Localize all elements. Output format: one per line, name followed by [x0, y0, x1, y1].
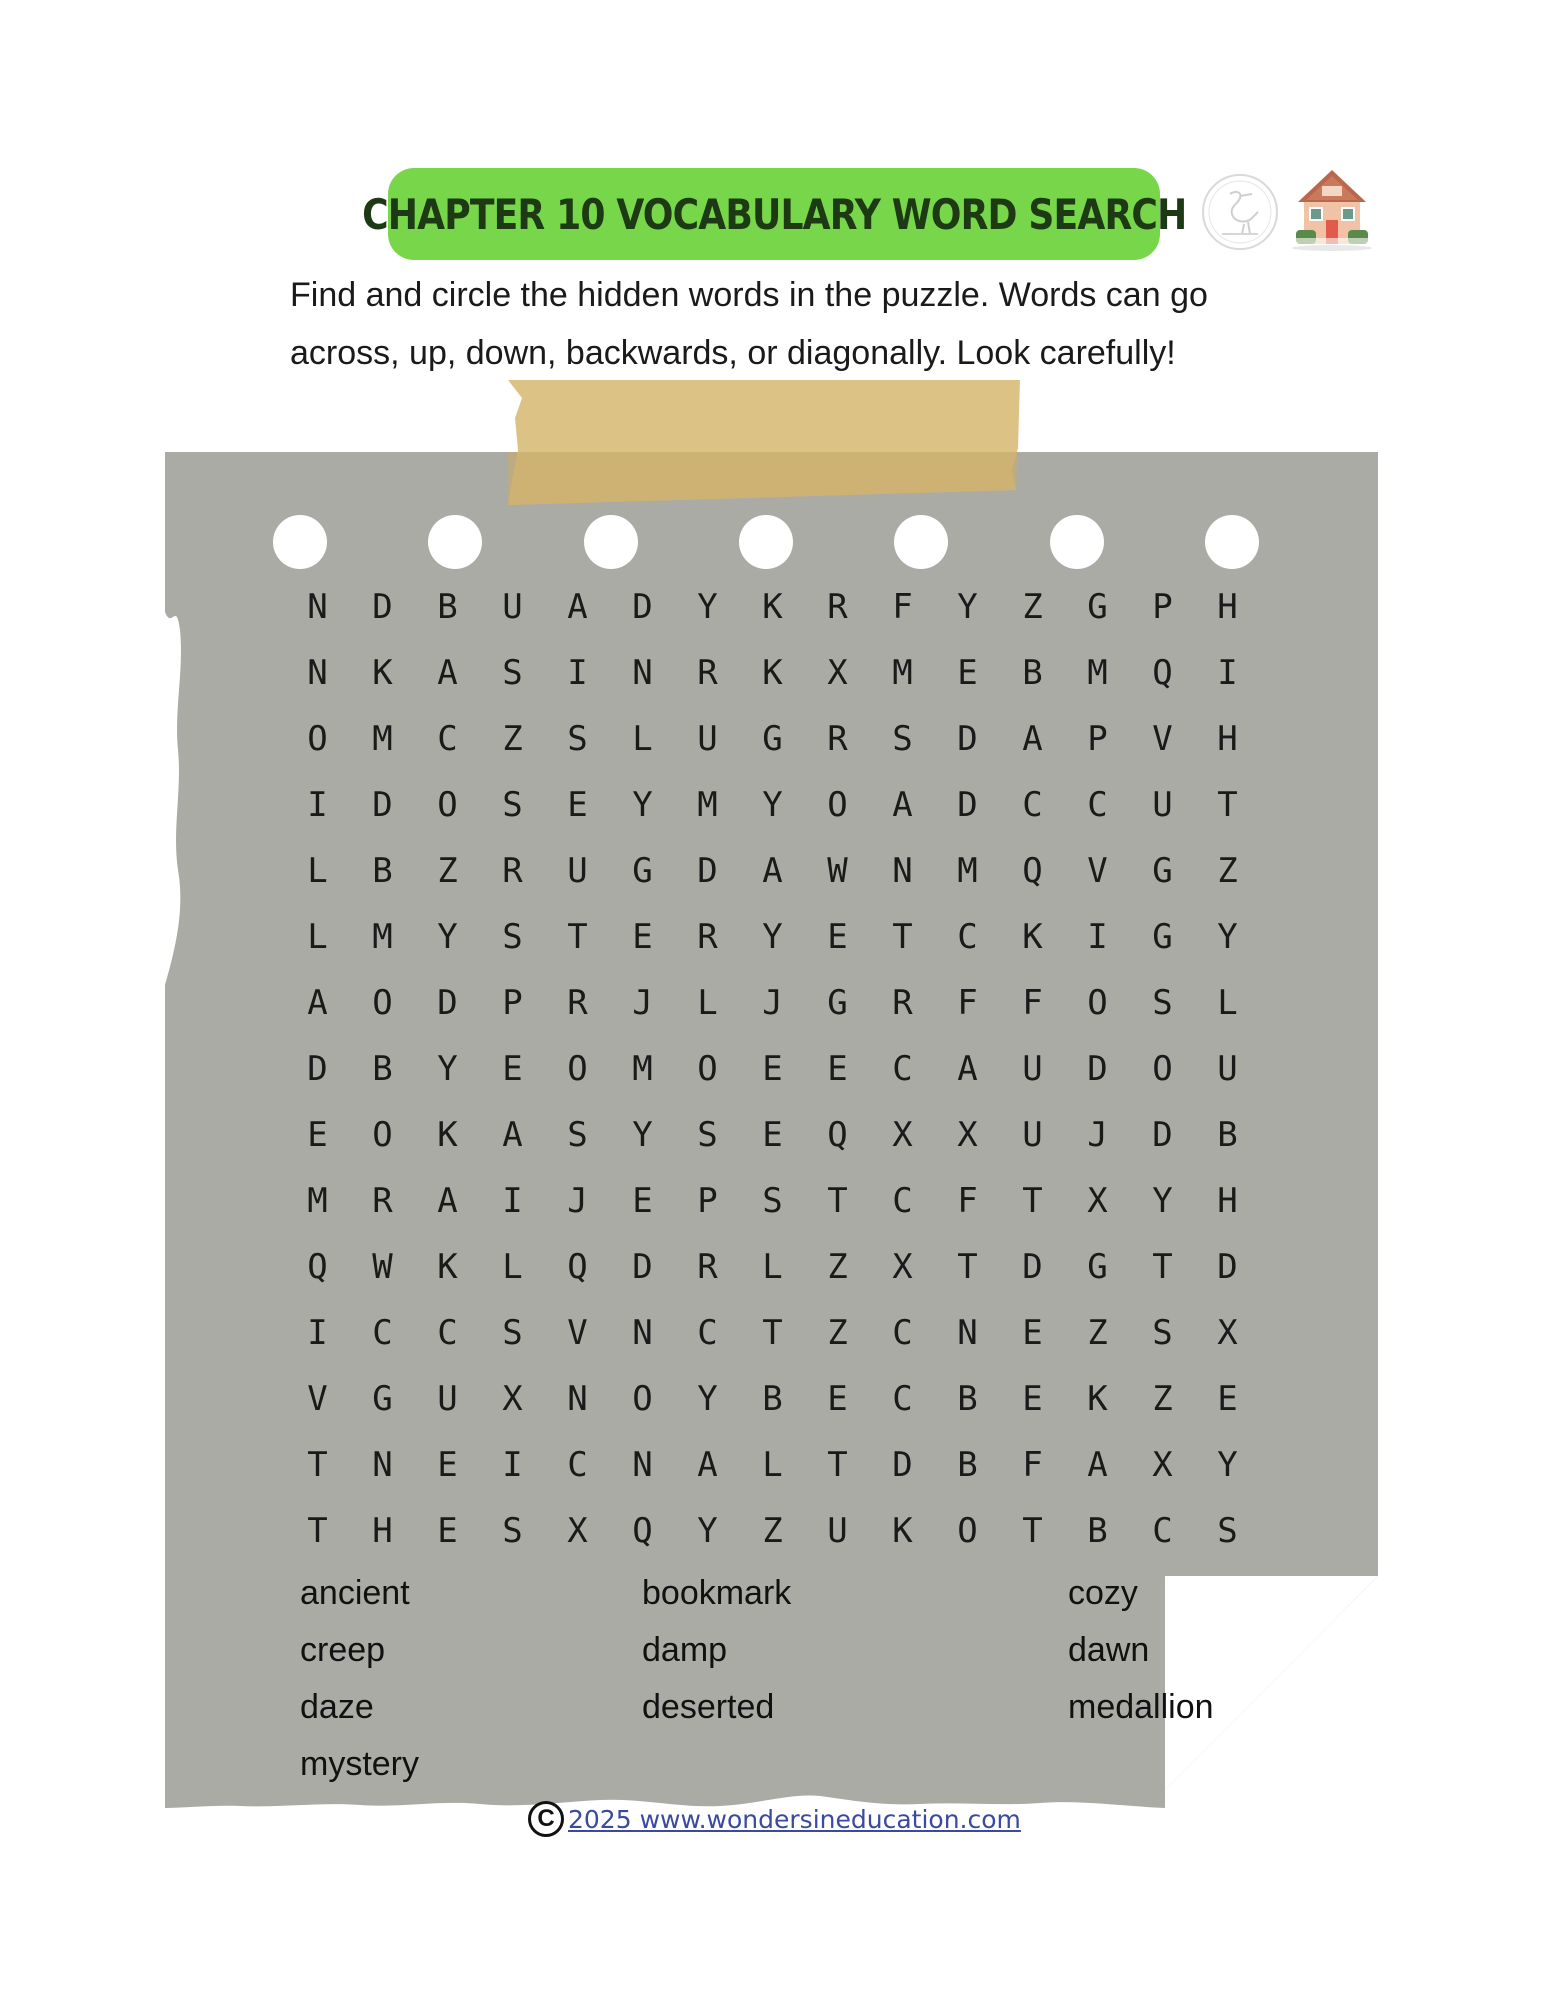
- grid-letter[interactable]: X: [1217, 1313, 1238, 1353]
- grid-letter[interactable]: T: [957, 1247, 978, 1287]
- grid-letter[interactable]: A: [957, 1049, 978, 1089]
- grid-letter[interactable]: T: [1022, 1181, 1043, 1221]
- grid-letter[interactable]: P: [1087, 719, 1108, 759]
- grid-letter[interactable]: N: [372, 1445, 393, 1485]
- grid-letter[interactable]: L: [697, 983, 718, 1023]
- grid-letter[interactable]: Z: [1087, 1313, 1108, 1353]
- grid-letter[interactable]: T: [567, 917, 588, 957]
- grid-letter[interactable]: S: [762, 1181, 783, 1221]
- punch-hole: [584, 515, 638, 569]
- grid-letter[interactable]: T: [827, 1445, 848, 1485]
- grid-letter[interactable]: V: [567, 1313, 588, 1353]
- grid-letter[interactable]: B: [437, 587, 458, 627]
- grid-letter[interactable]: N: [632, 1313, 653, 1353]
- word-list-item: daze: [300, 1688, 374, 1726]
- grid-letter[interactable]: M: [892, 653, 913, 693]
- footer: [528, 1799, 1021, 1839]
- grid-letter[interactable]: C: [437, 1313, 458, 1353]
- grid-letter[interactable]: E: [1022, 1313, 1043, 1353]
- grid-letter[interactable]: Y: [697, 1511, 718, 1551]
- word-list-item: bookmark: [642, 1574, 792, 1612]
- word-list-item: cozy: [1068, 1574, 1138, 1612]
- grid-letter[interactable]: I: [1217, 653, 1238, 693]
- grid-letter[interactable]: L: [762, 1247, 783, 1287]
- grid-letter[interactable]: Y: [957, 587, 978, 627]
- grid-letter[interactable]: S: [1152, 1313, 1173, 1353]
- grid-letter[interactable]: B: [372, 1049, 393, 1089]
- grid-letter[interactable]: L: [1217, 983, 1238, 1023]
- grid-letter[interactable]: U: [502, 587, 523, 627]
- word-list-item: creep: [300, 1631, 386, 1669]
- grid-letter[interactable]: F: [1022, 1445, 1043, 1485]
- grid-letter[interactable]: D: [632, 1247, 653, 1287]
- grid-letter[interactable]: C: [892, 1049, 913, 1089]
- grid-letter[interactable]: K: [1087, 1379, 1108, 1419]
- grid-letter[interactable]: H: [1217, 1181, 1238, 1221]
- grid-letter[interactable]: N: [632, 653, 653, 693]
- grid-letter[interactable]: R: [697, 917, 718, 957]
- grid-letter[interactable]: U: [437, 1379, 458, 1419]
- grid-letter[interactable]: T: [827, 1181, 848, 1221]
- grid-letter[interactable]: B: [957, 1379, 978, 1419]
- grid-letter[interactable]: E: [957, 653, 978, 693]
- grid-letter[interactable]: E: [827, 1049, 848, 1089]
- punch-hole: [273, 515, 327, 569]
- grid-letter[interactable]: S: [567, 719, 588, 759]
- punch-hole: [739, 515, 793, 569]
- copyright-icon: C: [528, 1801, 564, 1837]
- grid-letter[interactable]: S: [502, 785, 523, 825]
- grid-letter[interactable]: E: [502, 1049, 523, 1089]
- grid-letter[interactable]: E: [827, 917, 848, 957]
- grid-letter[interactable]: Q: [567, 1247, 588, 1287]
- grid-letter[interactable]: M: [1087, 653, 1108, 693]
- grid-letter[interactable]: J: [762, 983, 783, 1023]
- grid-letter[interactable]: B: [1087, 1511, 1108, 1551]
- grid-letter[interactable]: B: [372, 851, 393, 891]
- grid-letter[interactable]: A: [437, 653, 458, 693]
- grid-letter[interactable]: N: [957, 1313, 978, 1353]
- grid-letter[interactable]: R: [697, 1247, 718, 1287]
- grid-letter[interactable]: P: [502, 983, 523, 1023]
- grid-letter[interactable]: T: [1217, 785, 1238, 825]
- grid-letter[interactable]: K: [762, 653, 783, 693]
- grid-letter[interactable]: S: [567, 1115, 588, 1155]
- grid-letter[interactable]: A: [892, 785, 913, 825]
- grid-letter[interactable]: H: [1217, 719, 1238, 759]
- grid-letter[interactable]: A: [1087, 1445, 1108, 1485]
- grid-letter[interactable]: Y: [762, 917, 783, 957]
- grid-letter[interactable]: G: [372, 1379, 393, 1419]
- grid-letter[interactable]: O: [697, 1049, 718, 1089]
- grid-letter[interactable]: E: [762, 1049, 783, 1089]
- grid-letter[interactable]: D: [372, 785, 393, 825]
- grid-letter[interactable]: G: [1087, 1247, 1108, 1287]
- grid-letter[interactable]: K: [762, 587, 783, 627]
- grid-letter[interactable]: I: [502, 1445, 523, 1485]
- grid-letter[interactable]: C: [567, 1445, 588, 1485]
- grid-letter[interactable]: Y: [697, 587, 718, 627]
- grid-letter[interactable]: M: [372, 917, 393, 957]
- grid-letter[interactable]: Q: [1152, 653, 1173, 693]
- grid-letter[interactable]: E: [1022, 1379, 1043, 1419]
- grid-letter[interactable]: M: [632, 1049, 653, 1089]
- grid-letter[interactable]: V: [1087, 851, 1108, 891]
- grid-letter[interactable]: O: [1152, 1049, 1173, 1089]
- grid-letter[interactable]: P: [697, 1181, 718, 1221]
- grid-letter[interactable]: E: [567, 785, 588, 825]
- word-list: [300, 1565, 1250, 1805]
- grid-letter[interactable]: U: [1152, 785, 1173, 825]
- page-title: CHAPTER 10 VOCABULARY WORD SEARCH: [361, 189, 1187, 239]
- word-list-item: dawn: [1068, 1631, 1150, 1669]
- grid-letter[interactable]: W: [827, 851, 848, 891]
- grid-letter[interactable]: J: [1087, 1115, 1108, 1155]
- grid-letter[interactable]: Y: [1152, 1181, 1173, 1221]
- letter-grid: [285, 574, 1260, 1564]
- grid-letter[interactable]: Z: [1152, 1379, 1173, 1419]
- grid-letter[interactable]: T: [307, 1445, 328, 1485]
- grid-letter[interactable]: U: [567, 851, 588, 891]
- grid-letter[interactable]: K: [437, 1247, 458, 1287]
- grid-letter[interactable]: Y: [1217, 1445, 1238, 1485]
- instructions-text: Find and circle the hidden words in the puzzle. Words can go across, up, down, backwards, or diagonally. Look carefully!: [290, 276, 1208, 372]
- grid-letter[interactable]: Z: [1022, 587, 1043, 627]
- grid-letter[interactable]: O: [372, 983, 393, 1023]
- grid-letter[interactable]: P: [1152, 587, 1173, 627]
- grid-letter[interactable]: Z: [827, 1313, 848, 1353]
- punch-hole: [1205, 515, 1259, 569]
- grid-letter[interactable]: R: [827, 587, 848, 627]
- word-list-item: ancient: [300, 1574, 410, 1612]
- grid-letter[interactable]: K: [437, 1115, 458, 1155]
- grid-letter[interactable]: U: [1022, 1115, 1043, 1155]
- grid-letter[interactable]: O: [437, 785, 458, 825]
- grid-letter[interactable]: I: [307, 785, 328, 825]
- word-list-item: mystery: [300, 1745, 419, 1783]
- grid-letter[interactable]: M: [957, 851, 978, 891]
- grid-letter[interactable]: S: [892, 719, 913, 759]
- grid-letter[interactable]: C: [1022, 785, 1043, 825]
- grid-letter[interactable]: Y: [1217, 917, 1238, 957]
- grid-letter[interactable]: I: [1087, 917, 1108, 957]
- grid-letter[interactable]: Y: [632, 1115, 653, 1155]
- grid-letter[interactable]: C: [1152, 1511, 1173, 1551]
- grid-letter[interactable]: L: [307, 917, 328, 957]
- grid-letter[interactable]: T: [1022, 1511, 1043, 1551]
- grid-letter[interactable]: Q: [1022, 851, 1043, 891]
- grid-letter[interactable]: D: [957, 719, 978, 759]
- grid-letter[interactable]: N: [892, 851, 913, 891]
- grid-letter[interactable]: E: [827, 1379, 848, 1419]
- grid-letter[interactable]: M: [697, 785, 718, 825]
- house-icon: [1288, 164, 1376, 252]
- grid-letter[interactable]: M: [372, 719, 393, 759]
- grid-letter[interactable]: E: [1217, 1379, 1238, 1419]
- grid-letter[interactable]: C: [892, 1181, 913, 1221]
- word-list-item: damp: [642, 1631, 728, 1669]
- grid-letter[interactable]: K: [372, 653, 393, 693]
- grid-letter[interactable]: A: [567, 587, 588, 627]
- heron-logo-icon: [1200, 172, 1280, 252]
- grid-letter[interactable]: K: [1022, 917, 1043, 957]
- grid-letter[interactable]: M: [307, 1181, 328, 1221]
- grid-letter[interactable]: N: [567, 1379, 588, 1419]
- grid-letter[interactable]: B: [762, 1379, 783, 1419]
- grid-letter[interactable]: V: [307, 1379, 328, 1419]
- grid-letter[interactable]: Y: [437, 917, 458, 957]
- grid-letter[interactable]: R: [827, 719, 848, 759]
- grid-letter[interactable]: X: [892, 1115, 913, 1155]
- grid-letter[interactable]: A: [1022, 719, 1043, 759]
- grid-letter[interactable]: U: [1022, 1049, 1043, 1089]
- grid-letter[interactable]: Y: [632, 785, 653, 825]
- punch-hole: [1050, 515, 1104, 569]
- grid-letter[interactable]: T: [892, 917, 913, 957]
- grid-letter[interactable]: U: [1217, 1049, 1238, 1089]
- grid-letter[interactable]: R: [567, 983, 588, 1023]
- grid-letter[interactable]: A: [697, 1445, 718, 1485]
- grid-letter[interactable]: L: [307, 851, 328, 891]
- grid-letter[interactable]: S: [697, 1115, 718, 1155]
- grid-letter[interactable]: X: [1152, 1445, 1173, 1485]
- grid-letter[interactable]: W: [372, 1247, 393, 1287]
- grid-letter[interactable]: J: [567, 1181, 588, 1221]
- grid-letter[interactable]: J: [632, 983, 653, 1023]
- website-link[interactable]: 2025 www.wondersineducation.com: [568, 1804, 1021, 1834]
- grid-letter[interactable]: R: [502, 851, 523, 891]
- grid-letter[interactable]: X: [502, 1379, 523, 1419]
- grid-letter[interactable]: G: [1152, 917, 1173, 957]
- grid-letter[interactable]: C: [697, 1313, 718, 1353]
- grid-letter[interactable]: S: [502, 653, 523, 693]
- grid-letter[interactable]: N: [632, 1445, 653, 1485]
- grid-letter[interactable]: Y: [437, 1049, 458, 1089]
- grid-letter[interactable]: D: [437, 983, 458, 1023]
- grid-letter[interactable]: Z: [1217, 851, 1238, 891]
- grid-letter[interactable]: U: [827, 1511, 848, 1551]
- grid-letter[interactable]: D: [1087, 1049, 1108, 1089]
- grid-letter[interactable]: O: [372, 1115, 393, 1155]
- grid-letter[interactable]: S: [502, 1313, 523, 1353]
- grid-letter[interactable]: Z: [762, 1511, 783, 1551]
- grid-letter[interactable]: Q: [632, 1511, 653, 1551]
- grid-letter[interactable]: D: [1152, 1115, 1173, 1155]
- grid-letter[interactable]: H: [1217, 587, 1238, 627]
- grid-letter[interactable]: S: [1217, 1511, 1238, 1551]
- grid-letter[interactable]: X: [892, 1247, 913, 1287]
- grid-letter[interactable]: E: [632, 917, 653, 957]
- grid-letter[interactable]: C: [892, 1379, 913, 1419]
- grid-letter[interactable]: O: [827, 785, 848, 825]
- grid-letter[interactable]: U: [697, 719, 718, 759]
- punch-hole: [894, 515, 948, 569]
- grid-letter[interactable]: C: [372, 1313, 393, 1353]
- grid-letter[interactable]: R: [892, 983, 913, 1023]
- grid-letter[interactable]: S: [502, 1511, 523, 1551]
- grid-letter[interactable]: T: [307, 1511, 328, 1551]
- grid-letter[interactable]: D: [892, 1445, 913, 1485]
- grid-letter[interactable]: S: [1152, 983, 1173, 1023]
- grid-letter[interactable]: D: [307, 1049, 328, 1089]
- grid-letter[interactable]: F: [957, 983, 978, 1023]
- grid-letter[interactable]: R: [697, 653, 718, 693]
- grid-letter[interactable]: A: [307, 983, 328, 1023]
- grid-letter[interactable]: O: [307, 719, 328, 759]
- grid-letter[interactable]: A: [762, 851, 783, 891]
- grid-letter[interactable]: I: [567, 653, 588, 693]
- grid-letter[interactable]: T: [1152, 1247, 1173, 1287]
- grid-letter[interactable]: C: [1087, 785, 1108, 825]
- grid-letter[interactable]: X: [827, 653, 848, 693]
- grid-letter[interactable]: G: [827, 983, 848, 1023]
- grid-letter[interactable]: E: [437, 1445, 458, 1485]
- grid-letter[interactable]: Z: [437, 851, 458, 891]
- grid-letter[interactable]: H: [372, 1511, 393, 1551]
- grid-letter[interactable]: Q: [827, 1115, 848, 1155]
- title-banner: [361, 168, 1187, 260]
- grid-letter[interactable]: Y: [697, 1379, 718, 1419]
- grid-letter[interactable]: C: [892, 1313, 913, 1353]
- grid-letter[interactable]: D: [697, 851, 718, 891]
- grid-letter[interactable]: N: [307, 587, 328, 627]
- grid-letter[interactable]: L: [762, 1445, 783, 1485]
- grid-letter[interactable]: F: [1022, 983, 1043, 1023]
- grid-letter[interactable]: E: [762, 1115, 783, 1155]
- grid-letter[interactable]: C: [437, 719, 458, 759]
- grid-letter[interactable]: V: [1152, 719, 1173, 759]
- grid-letter[interactable]: T: [762, 1313, 783, 1353]
- grid-letter[interactable]: K: [892, 1511, 913, 1551]
- grid-letter[interactable]: S: [502, 917, 523, 957]
- grid-letter[interactable]: R: [372, 1181, 393, 1221]
- grid-letter[interactable]: D: [632, 587, 653, 627]
- grid-letter[interactable]: X: [957, 1115, 978, 1155]
- grid-letter[interactable]: O: [1087, 983, 1108, 1023]
- grid-letter[interactable]: D: [957, 785, 978, 825]
- grid-letter[interactable]: E: [437, 1511, 458, 1551]
- grid-letter[interactable]: D: [1022, 1247, 1043, 1287]
- grid-letter[interactable]: O: [567, 1049, 588, 1089]
- grid-letter[interactable]: N: [307, 653, 328, 693]
- grid-letter[interactable]: F: [957, 1181, 978, 1221]
- grid-letter[interactable]: O: [632, 1379, 653, 1419]
- grid-letter[interactable]: A: [437, 1181, 458, 1221]
- grid-letter[interactable]: D: [372, 587, 393, 627]
- grid-letter[interactable]: F: [892, 587, 913, 627]
- grid-letter[interactable]: X: [567, 1511, 588, 1551]
- grid-letter[interactable]: Q: [307, 1247, 328, 1287]
- grid-letter[interactable]: X: [1087, 1181, 1108, 1221]
- grid-letter[interactable]: B: [957, 1445, 978, 1485]
- grid-letter[interactable]: Y: [762, 785, 783, 825]
- grid-letter[interactable]: E: [632, 1181, 653, 1221]
- grid-letter[interactable]: I: [502, 1181, 523, 1221]
- grid-letter[interactable]: G: [632, 851, 653, 891]
- punch-hole: [428, 515, 482, 569]
- grid-letter[interactable]: E: [307, 1115, 328, 1155]
- grid-letter[interactable]: L: [632, 719, 653, 759]
- grid-letter[interactable]: B: [1022, 653, 1043, 693]
- grid-letter[interactable]: Z: [827, 1247, 848, 1287]
- word-list-item: medallion: [1068, 1688, 1214, 1726]
- grid-letter[interactable]: G: [1087, 587, 1108, 627]
- grid-letter[interactable]: O: [957, 1511, 978, 1551]
- grid-letter[interactable]: G: [1152, 851, 1173, 891]
- grid-letter[interactable]: C: [957, 917, 978, 957]
- grid-letter[interactable]: G: [762, 719, 783, 759]
- grid-letter[interactable]: Z: [502, 719, 523, 759]
- grid-letter[interactable]: D: [1217, 1247, 1238, 1287]
- grid-letter[interactable]: B: [1217, 1115, 1238, 1155]
- grid-letter[interactable]: I: [307, 1313, 328, 1353]
- grid-letter[interactable]: A: [502, 1115, 523, 1155]
- grid-letter[interactable]: L: [502, 1247, 523, 1287]
- word-list-item: deserted: [642, 1688, 775, 1726]
